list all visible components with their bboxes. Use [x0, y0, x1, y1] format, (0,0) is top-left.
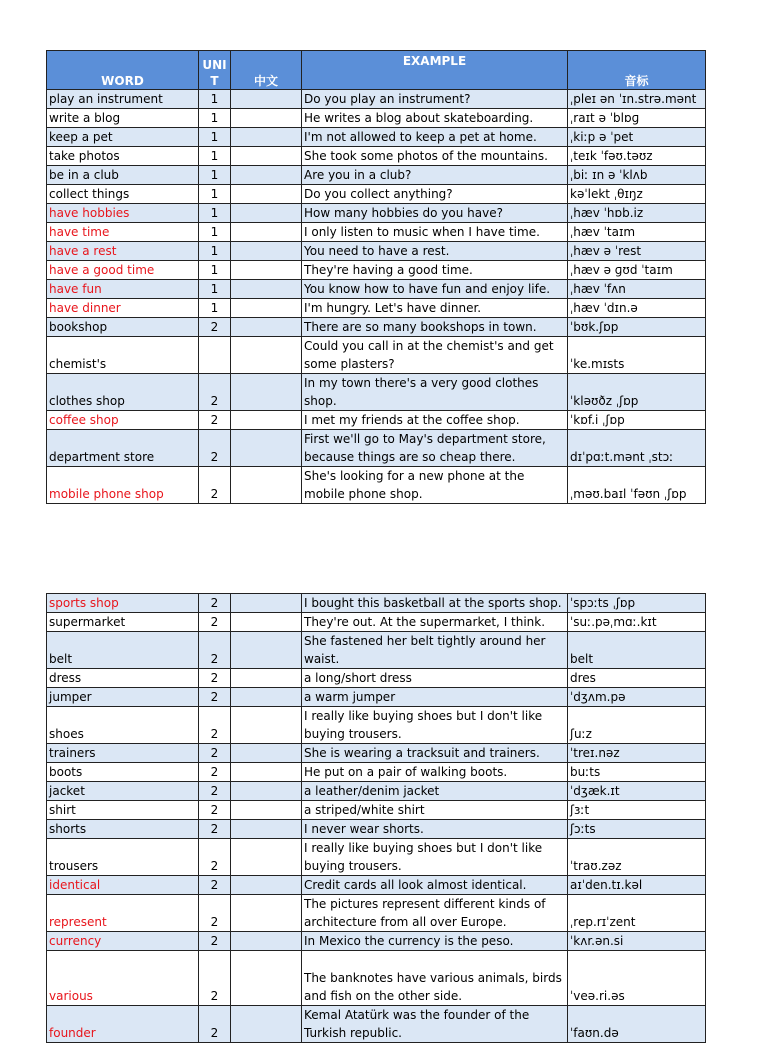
cell-example: a long/short dress	[302, 669, 568, 688]
table-row	[47, 594, 706, 613]
cell-word: jacket	[47, 782, 199, 801]
table-row	[47, 744, 706, 763]
cell-word: trainers	[47, 744, 199, 763]
cell-phonetic: ˈkləʊðz ˌʃɒp	[568, 374, 706, 411]
cell-example: I met my friends at the coffee shop.	[302, 411, 568, 430]
cell-example: I really like buying shoes but I don't like buying trousers.	[302, 839, 568, 876]
cell-word: represent	[47, 895, 199, 932]
cell-word: play an instrument	[47, 90, 199, 109]
cell-unit: 1	[199, 166, 231, 185]
table-row	[47, 374, 706, 411]
cell-phonetic: ˌrep.rɪˈzent	[568, 895, 706, 932]
cell-chinese	[231, 669, 302, 688]
table-row	[47, 707, 706, 744]
cell-chinese	[231, 895, 302, 932]
cell-chinese	[231, 613, 302, 632]
table-header	[47, 51, 706, 90]
cell-chinese	[231, 632, 302, 669]
table-row	[47, 128, 706, 147]
cell-word: write a blog	[47, 109, 199, 128]
table-row	[47, 613, 706, 632]
cell-unit: 1	[199, 128, 231, 147]
cell-example: She's looking for a new phone at the mobile phone shop.	[302, 467, 568, 504]
cell-word: sports shop	[47, 594, 199, 613]
cell-unit: 2	[199, 467, 231, 504]
cell-unit: 2	[199, 1006, 231, 1043]
cell-phonetic: ˌhæv ˈfʌn	[568, 280, 706, 299]
cell-unit: 2	[199, 688, 231, 707]
table-row	[47, 299, 706, 318]
cell-example: First we'll go to May's department store, because things are so cheap there.	[302, 430, 568, 467]
cell-unit: 2	[199, 318, 231, 337]
cell-phonetic: ʃɜːt	[568, 801, 706, 820]
cell-phonetic: ˌraɪt ə ˈblɒɡ	[568, 109, 706, 128]
cell-phonetic: ˈfaʊn.də	[568, 1006, 706, 1043]
cell-example: In my town there's a very good clothes shop.	[302, 374, 568, 411]
cell-word: bookshop	[47, 318, 199, 337]
table-row	[47, 337, 706, 374]
cell-chinese	[231, 801, 302, 820]
cell-word: mobile phone shop	[47, 467, 199, 504]
table-row	[47, 261, 706, 280]
cell-word: clothes shop	[47, 374, 199, 411]
cell-chinese	[231, 318, 302, 337]
column-header-unit: UNIT	[199, 51, 231, 90]
cell-unit: 2	[199, 411, 231, 430]
cell-unit: 1	[199, 280, 231, 299]
column-header-example: EXAMPLE	[302, 51, 568, 90]
cell-unit: 2	[199, 801, 231, 820]
cell-word: supermarket	[47, 613, 199, 632]
cell-unit: 2	[199, 951, 231, 1006]
cell-phonetic: belt	[568, 632, 706, 669]
cell-unit: 2	[199, 707, 231, 744]
cell-word: various	[47, 951, 199, 1006]
cell-example: Credit cards all look almost identical.	[302, 876, 568, 895]
cell-word: have a rest	[47, 242, 199, 261]
cell-example: They're out. At the supermarket, I think.	[302, 613, 568, 632]
table-row	[47, 242, 706, 261]
table-row	[47, 1006, 706, 1043]
cell-word: chemist's	[47, 337, 199, 374]
cell-word: have fun	[47, 280, 199, 299]
cell-phonetic: ˈbʊk.ʃɒp	[568, 318, 706, 337]
cell-unit: 2	[199, 744, 231, 763]
cell-example: I really like buying shoes but I don't like buying trousers.	[302, 707, 568, 744]
cell-word: collect things	[47, 185, 199, 204]
cell-unit: 1	[199, 147, 231, 166]
cell-example: Kemal Atatürk was the founder of the Turkish republic.	[302, 1006, 568, 1043]
cell-word: dress	[47, 669, 199, 688]
table-row	[47, 688, 706, 707]
cell-phonetic: ˌhæv ə ɡʊd ˈtaɪm	[568, 261, 706, 280]
cell-chinese	[231, 707, 302, 744]
table-row	[47, 782, 706, 801]
cell-phonetic: ˌkiːp ə ˈpet	[568, 128, 706, 147]
cell-phonetic: ˌhæv ˈtaɪm	[568, 223, 706, 242]
cell-unit: 2	[199, 782, 231, 801]
cell-word: jumper	[47, 688, 199, 707]
cell-word: coffee shop	[47, 411, 199, 430]
table-row	[47, 185, 706, 204]
cell-phonetic: ˌteɪk ˈfəʊ.təʊz	[568, 147, 706, 166]
cell-example: She fastened her belt tightly around her waist.	[302, 632, 568, 669]
cell-unit: 1	[199, 185, 231, 204]
cell-phonetic: ˈkʌr.ən.si	[568, 932, 706, 951]
cell-example: The pictures represent different kinds of architecture from all over Europe.	[302, 895, 568, 932]
cell-example: I bought this basketball at the sports shop.	[302, 594, 568, 613]
cell-unit: 2	[199, 876, 231, 895]
cell-unit: 2	[199, 820, 231, 839]
cell-chinese	[231, 932, 302, 951]
table-row	[47, 839, 706, 876]
cell-word: have a good time	[47, 261, 199, 280]
cell-phonetic: kəˈlekt ˌθɪŋz	[568, 185, 706, 204]
cell-example: You know how to have fun and enjoy life.	[302, 280, 568, 299]
cell-phonetic: ˈsuː.pəˌmɑː.kɪt	[568, 613, 706, 632]
cell-phonetic: ˌməʊ.baɪl ˈfəʊn ˌʃɒp	[568, 467, 706, 504]
cell-chinese	[231, 374, 302, 411]
cell-unit: 1	[199, 261, 231, 280]
cell-chinese	[231, 951, 302, 1006]
cell-unit: 2	[199, 613, 231, 632]
cell-chinese	[231, 688, 302, 707]
table-row	[47, 430, 706, 467]
cell-phonetic: ˌpleɪ ən ˈɪn.strə.mənt	[568, 90, 706, 109]
cell-word: be in a club	[47, 166, 199, 185]
cell-example: He put on a pair of walking boots.	[302, 763, 568, 782]
cell-unit: 2	[199, 430, 231, 467]
cell-phonetic: ˌbiː ɪn ə ˈklʌb	[568, 166, 706, 185]
cell-word: shirt	[47, 801, 199, 820]
cell-example: He writes a blog about skateboarding.	[302, 109, 568, 128]
cell-phonetic: ʃɔːts	[568, 820, 706, 839]
table-row	[47, 223, 706, 242]
cell-chinese	[231, 763, 302, 782]
table-row	[47, 280, 706, 299]
column-header-chinese: 中文	[231, 51, 302, 90]
cell-chinese	[231, 782, 302, 801]
cell-chinese	[231, 185, 302, 204]
cell-example: I'm not allowed to keep a pet at home.	[302, 128, 568, 147]
cell-chinese	[231, 280, 302, 299]
cell-word: shorts	[47, 820, 199, 839]
cell-chinese	[231, 430, 302, 467]
cell-unit: 1	[199, 109, 231, 128]
cell-example: I'm hungry. Let's have dinner.	[302, 299, 568, 318]
cell-word: currency	[47, 932, 199, 951]
cell-word: boots	[47, 763, 199, 782]
cell-word: trousers	[47, 839, 199, 876]
table-row	[47, 932, 706, 951]
cell-unit: 1	[199, 299, 231, 318]
cell-unit: 2	[199, 374, 231, 411]
cell-example: In Mexico the currency is the peso.	[302, 932, 568, 951]
cell-chinese	[231, 261, 302, 280]
cell-unit: 2	[199, 669, 231, 688]
cell-example: The banknotes have various animals, birds and fish on the other side.	[302, 951, 568, 1006]
cell-phonetic: aɪˈden.tɪ.kəl	[568, 876, 706, 895]
cell-example: Do you collect anything?	[302, 185, 568, 204]
cell-unit: 2	[199, 839, 231, 876]
cell-unit: 1	[199, 223, 231, 242]
cell-example: I never wear shorts.	[302, 820, 568, 839]
table-row	[47, 204, 706, 223]
cell-phonetic: ˈspɔːts ˌʃɒp	[568, 594, 706, 613]
table-row	[47, 876, 706, 895]
cell-phonetic: ˈkɒf.i ˌʃɒp	[568, 411, 706, 430]
cell-example: a leather/denim jacket	[302, 782, 568, 801]
cell-phonetic: ˈdʒʌm.pə	[568, 688, 706, 707]
cell-chinese	[231, 1006, 302, 1043]
cell-chinese	[231, 876, 302, 895]
cell-word: founder	[47, 1006, 199, 1043]
table-row	[47, 632, 706, 669]
cell-phonetic: ˌhæv ˈdɪn.ə	[568, 299, 706, 318]
cell-example: There are so many bookshops in town.	[302, 318, 568, 337]
cell-unit: 2	[199, 594, 231, 613]
cell-chinese	[231, 411, 302, 430]
table-row	[47, 951, 706, 1006]
table-row	[47, 467, 706, 504]
cell-chinese	[231, 839, 302, 876]
table-row	[47, 166, 706, 185]
cell-chinese	[231, 147, 302, 166]
cell-word: have hobbies	[47, 204, 199, 223]
cell-example: Could you call in at the chemist's and get some plasters?	[302, 337, 568, 374]
cell-word: shoes	[47, 707, 199, 744]
cell-phonetic: dɪˈpɑːt.mənt ˌstɔː	[568, 430, 706, 467]
table-row	[47, 820, 706, 839]
cell-example: a warm jumper	[302, 688, 568, 707]
cell-word: take photos	[47, 147, 199, 166]
table-row	[47, 411, 706, 430]
cell-phonetic: ˈtraʊ.zəz	[568, 839, 706, 876]
cell-example: I only listen to music when I have time.	[302, 223, 568, 242]
table-row	[47, 318, 706, 337]
cell-example: They're having a good time.	[302, 261, 568, 280]
cell-chinese	[231, 166, 302, 185]
cell-example: How many hobbies do you have?	[302, 204, 568, 223]
table-row	[47, 90, 706, 109]
cell-example: You need to have a rest.	[302, 242, 568, 261]
cell-unit: 2	[199, 632, 231, 669]
cell-phonetic: ˈdʒæk.ɪt	[568, 782, 706, 801]
cell-example: Are you in a club?	[302, 166, 568, 185]
cell-phonetic: buːts	[568, 763, 706, 782]
cell-chinese	[231, 223, 302, 242]
table-row	[47, 109, 706, 128]
cell-phonetic: ˈveə.ri.əs	[568, 951, 706, 1006]
cell-example: Do you play an instrument?	[302, 90, 568, 109]
cell-unit: 1	[199, 204, 231, 223]
cell-chinese	[231, 204, 302, 223]
table-row	[47, 147, 706, 166]
column-header-phonetic: 音标	[568, 51, 706, 90]
cell-word: department store	[47, 430, 199, 467]
table-row	[47, 669, 706, 688]
cell-chinese	[231, 242, 302, 261]
cell-word: have dinner	[47, 299, 199, 318]
cell-chinese	[231, 337, 302, 374]
cell-word: belt	[47, 632, 199, 669]
table-row	[47, 801, 706, 820]
table-row	[47, 763, 706, 782]
cell-phonetic: ʃuːz	[568, 707, 706, 744]
cell-chinese	[231, 90, 302, 109]
column-header-word: WORD	[47, 51, 199, 90]
cell-phonetic: ˈtreɪ.nəz	[568, 744, 706, 763]
table-row	[47, 895, 706, 932]
cell-word: keep a pet	[47, 128, 199, 147]
cell-unit: 2	[199, 895, 231, 932]
cell-unit: 2	[199, 763, 231, 782]
cell-chinese	[231, 128, 302, 147]
cell-example: She took some photos of the mountains.	[302, 147, 568, 166]
cell-unit: 1	[199, 90, 231, 109]
vocabulary-table-1	[46, 50, 706, 504]
cell-chinese	[231, 594, 302, 613]
cell-phonetic: dres	[568, 669, 706, 688]
cell-chinese	[231, 299, 302, 318]
cell-phonetic: ˌhæv ə ˈrest	[568, 242, 706, 261]
cell-word: have time	[47, 223, 199, 242]
cell-example: a striped/white shirt	[302, 801, 568, 820]
cell-phonetic: ˌhæv ˈhɒb.iz	[568, 204, 706, 223]
cell-chinese	[231, 109, 302, 128]
cell-unit: 2	[199, 932, 231, 951]
cell-example: She is wearing a tracksuit and trainers.	[302, 744, 568, 763]
cell-chinese	[231, 467, 302, 504]
cell-unit: 1	[199, 242, 231, 261]
cell-unit	[199, 337, 231, 374]
cell-chinese	[231, 820, 302, 839]
cell-word: identical	[47, 876, 199, 895]
cell-phonetic: ˈke.mɪsts	[568, 337, 706, 374]
cell-chinese	[231, 744, 302, 763]
vocabulary-table-2	[46, 593, 706, 1043]
